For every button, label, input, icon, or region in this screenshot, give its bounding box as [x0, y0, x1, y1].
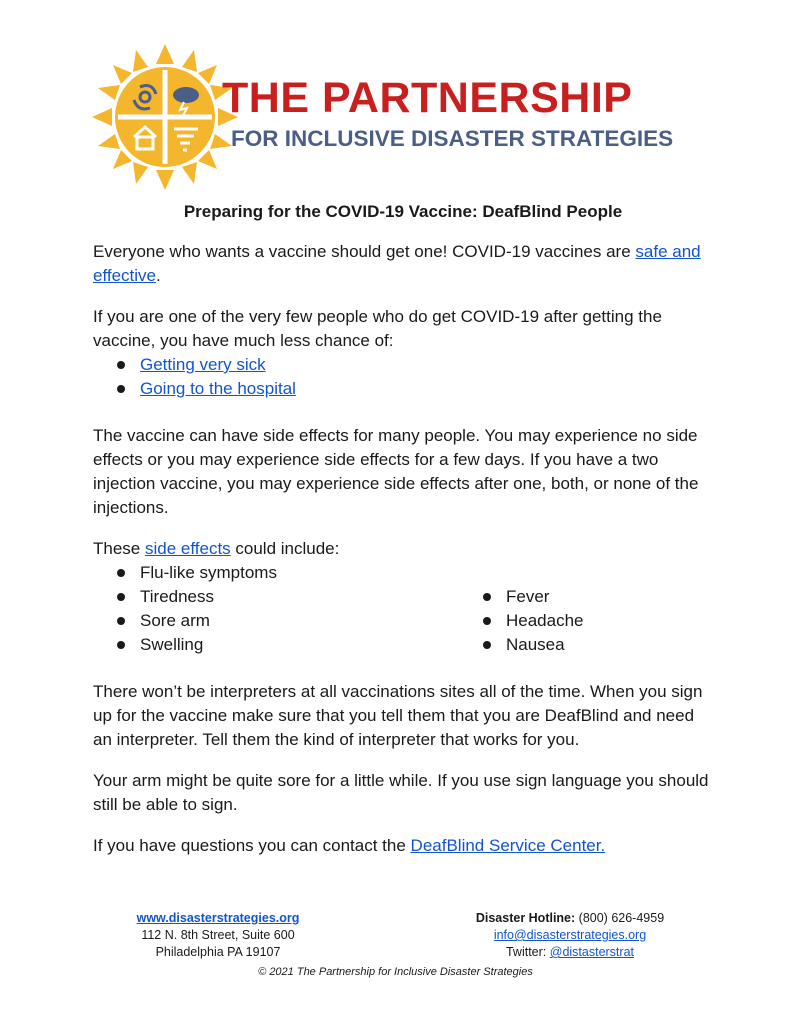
- paragraph-intro: [93, 240, 713, 288]
- risk-list: [93, 353, 713, 401]
- hotline-label: Disaster Hotline:: [475, 911, 576, 925]
- hotline-number: (800) 626-4959: [575, 911, 665, 925]
- list-item: Swelling: [93, 633, 459, 657]
- side-effects-columns: [93, 561, 713, 657]
- list-item: Headache: [459, 609, 709, 633]
- partnership-logo: [90, 42, 240, 192]
- document-title: Preparing for the COVID-19 Vaccine: DeafBlind People: [183, 202, 623, 221]
- hotline: [470, 910, 670, 927]
- paragraph-breakthrough: [93, 305, 713, 401]
- footer-address: [118, 910, 318, 961]
- deafblind-service-center-link[interactable]: DeafBlind Service Center.: [410, 836, 606, 855]
- list-item: Sore arm: [93, 609, 459, 633]
- paragraph-text: .: [156, 266, 161, 285]
- paragraph-contact: [93, 834, 713, 858]
- list-item: Flu-like symptoms: [93, 561, 459, 585]
- address-line-2: Philadelphia PA 19107: [155, 945, 281, 959]
- list-item: Nausea: [459, 633, 709, 657]
- paragraph-sore-arm: Your arm might be quite sore for a little while. If you use sign language you should still be able to sign.: [93, 771, 709, 814]
- safe-effective-link[interactable]: safe and effective: [93, 242, 701, 285]
- getting-very-sick-link[interactable]: Getting very sick: [140, 355, 266, 374]
- website-link[interactable]: www.disasterstrategies.org: [136, 911, 300, 925]
- twitter-label: Twitter:: [505, 945, 550, 959]
- paragraph-text: If you are one of the very few people who do get COVID-19 after getting the vaccine, you have much less chance of:: [93, 307, 662, 350]
- side-effects-left-list: [93, 561, 459, 657]
- brand-title: THE PARTNERSHIP: [222, 74, 633, 122]
- text-span: could include:: [230, 539, 340, 558]
- side-effects-link[interactable]: side effects: [144, 539, 231, 558]
- twitter-link[interactable]: @distasterstrat: [549, 945, 634, 959]
- twitter: [470, 944, 670, 961]
- brand-subtitle: FOR INCLUSIVE DISASTER STRATEGIES: [231, 126, 674, 151]
- paragraph-text: If you have questions you can contact the: [93, 836, 411, 855]
- paragraph-interpreters: There won’t be interpreters at all vaccinations sites all of the time. When you sign up for the vaccine make sure that you tell them that you are DeafBlind and need an interpreter. Tell them the kind of interpreter that works for you.: [93, 682, 703, 749]
- paragraph-side-effects-intro: The vaccine can have side effects for many people. You may experience no side effects or you may experience side effects for a few days. If you have a two injection vaccine, you may experience side effects after one, both, or none of the injections.: [93, 426, 699, 517]
- list-item: [93, 377, 713, 401]
- email-link[interactable]: info@disasterstrategies.org: [493, 928, 647, 942]
- list-item: [93, 353, 713, 377]
- paragraph-text: [93, 537, 713, 561]
- document-body: [93, 200, 713, 875]
- copyright: © 2021 The Partnership for Inclusive Disaster Strategies: [258, 966, 533, 978]
- list-item: Tiredness: [93, 585, 459, 609]
- paragraph-text: Everyone who wants a vaccine should get one! COVID-19 vaccines are: [93, 242, 636, 261]
- text-span: These: [93, 539, 145, 558]
- footer-contact: [470, 910, 670, 961]
- address-line-1: 112 N. 8th Street, Suite 600: [141, 928, 295, 942]
- side-effects-right-list: [459, 585, 709, 657]
- going-to-hospital-link[interactable]: Going to the hospital: [140, 379, 296, 398]
- list-item: Fever: [459, 585, 709, 609]
- paragraph-side-effects-list: [93, 537, 713, 657]
